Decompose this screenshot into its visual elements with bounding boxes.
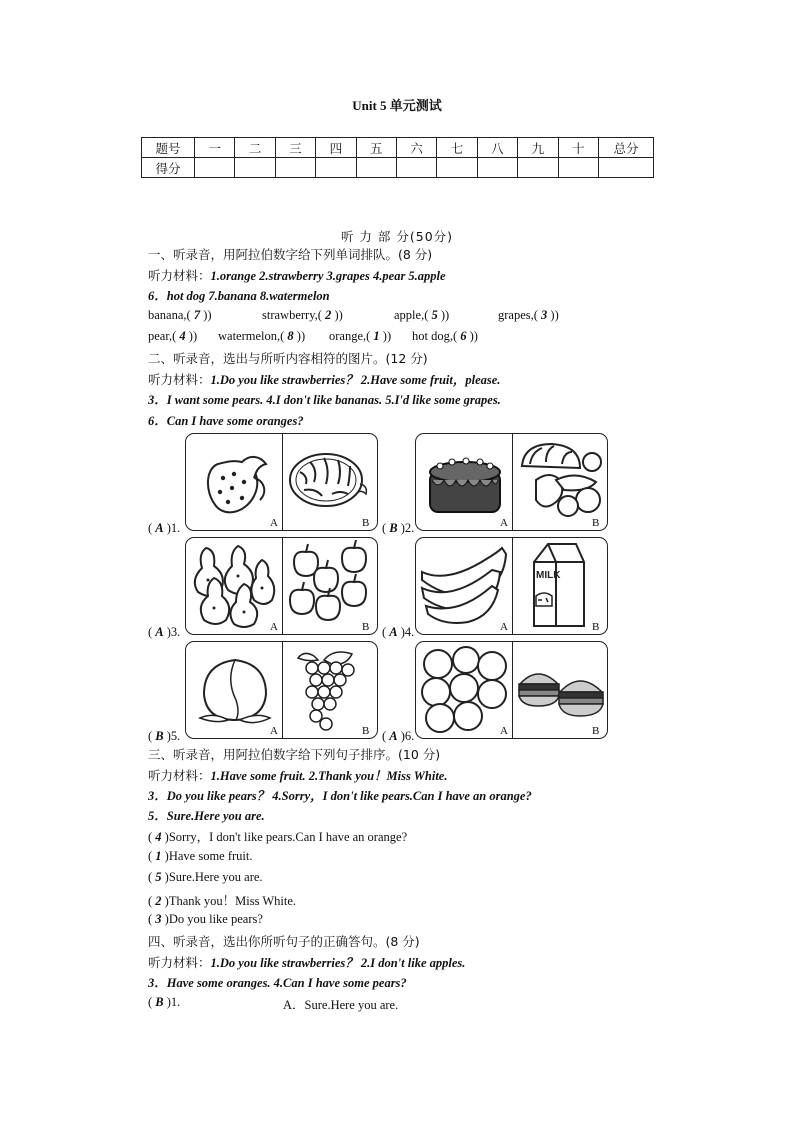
s3-item: ( 5 )Sure.Here you are. bbox=[148, 870, 263, 884]
answer: 1 bbox=[373, 329, 380, 343]
label-a: A bbox=[270, 621, 278, 633]
s4-question-1: ( B )1. bbox=[148, 995, 181, 1009]
question-label: ( B )2. bbox=[382, 521, 415, 535]
s1-item: watermelon,( 8 )) bbox=[218, 329, 306, 343]
label-b: B bbox=[592, 517, 600, 529]
question-label: ( A )6. bbox=[382, 729, 415, 743]
question-label: ( A )3. bbox=[148, 625, 181, 639]
label-b: B bbox=[362, 517, 370, 529]
label-b: B bbox=[362, 621, 370, 633]
score-input-cell[interactable] bbox=[275, 158, 315, 178]
label-a: A bbox=[270, 725, 278, 737]
s3-item: ( 4 )Sorry，I don't like pears.Can I have an orange? bbox=[148, 830, 408, 844]
score-input-cell[interactable] bbox=[477, 158, 517, 178]
score-cell: 四 bbox=[316, 138, 356, 158]
pears-icon[interactable] bbox=[188, 540, 280, 632]
s2-material-line1: 听力材料：1.Do you like strawberries？ 2.Have some fruit，please. bbox=[148, 372, 501, 387]
score-cell: 得分 bbox=[142, 158, 195, 178]
label-a: A bbox=[500, 517, 508, 529]
s1-item: hot dog,( 6 )) bbox=[412, 329, 478, 343]
cake-icon[interactable] bbox=[426, 450, 504, 518]
apples-icon[interactable] bbox=[286, 540, 374, 630]
s3-item: ( 3 )Do you like pears? bbox=[148, 912, 263, 926]
s3-material-line3: 5．Sure.Here you are. bbox=[148, 809, 265, 823]
s4-option-a: A．Sure.Here you are. bbox=[283, 998, 399, 1012]
listening-section-title: 听 力 部 分(50分) bbox=[340, 229, 454, 244]
s1-material-line2: 6．hot dog 7.banana 8.watermelon bbox=[148, 289, 330, 303]
score-value-row bbox=[142, 158, 654, 178]
material-text: 1.orange 2.strawberry 3.grapes 4.pear 5.apple bbox=[210, 269, 446, 283]
s4-heading: 四、听录音，选出你所听句子的正确答句。(8 分) bbox=[148, 934, 420, 949]
score-cell: 九 bbox=[518, 138, 558, 158]
s1-item: apple,( 5 )) bbox=[394, 308, 450, 322]
label-a: A bbox=[500, 725, 508, 737]
label-b: B bbox=[592, 621, 600, 633]
s3-item: ( 2 )Thank you！Miss White. bbox=[148, 894, 297, 908]
question-label: ( A )4. bbox=[382, 625, 415, 639]
s3-material-line2: 3．Do you like pears？ 4.Sorry，I don't like pears.Can I have an orange? bbox=[148, 789, 532, 803]
score-input-cell[interactable] bbox=[599, 158, 654, 178]
s2-material-line3: 6．Can I have some oranges? bbox=[148, 414, 304, 428]
score-input-cell[interactable] bbox=[316, 158, 356, 178]
score-input-cell[interactable] bbox=[437, 158, 477, 178]
score-input-cell[interactable] bbox=[396, 158, 436, 178]
s1-item: grapes,( 3 )) bbox=[498, 308, 559, 322]
score-cell: 题号 bbox=[142, 138, 195, 158]
material-label: 听力材料： bbox=[148, 268, 211, 283]
score-cell: 二 bbox=[235, 138, 275, 158]
label-b: B bbox=[362, 725, 370, 737]
picture-pair-4 bbox=[415, 537, 608, 635]
milk-icon[interactable] bbox=[526, 540, 590, 630]
answer: 5 bbox=[431, 308, 438, 322]
score-input-cell[interactable] bbox=[195, 158, 235, 178]
picture-pair-6 bbox=[415, 641, 608, 739]
page-title: Unit 5 单元测试 bbox=[352, 98, 442, 113]
score-header-row bbox=[142, 138, 654, 158]
s3-heading: 三、听录音，用阿拉伯数字给下列句子排序。(10 分) bbox=[148, 747, 441, 762]
s1-item: pear,( 4 )) bbox=[148, 329, 198, 343]
s1-item: strawberry,( 2 )) bbox=[262, 308, 343, 322]
picture-pair-3 bbox=[185, 537, 378, 635]
fruit-icon[interactable] bbox=[516, 440, 604, 524]
s2-heading: 二、听录音，选出与所听内容相符的图片。(12 分) bbox=[148, 351, 428, 366]
label-b: B bbox=[592, 725, 600, 737]
question-label: ( B )5. bbox=[148, 729, 181, 743]
burgers-icon[interactable] bbox=[516, 664, 604, 720]
label-a: A bbox=[270, 517, 278, 529]
milk-label: MILK bbox=[536, 570, 561, 581]
answer: 7 bbox=[193, 308, 201, 322]
answer: 2 bbox=[325, 308, 332, 322]
answer: 8 bbox=[287, 329, 294, 343]
peach-icon[interactable] bbox=[196, 650, 274, 730]
oranges-icon[interactable] bbox=[418, 646, 510, 734]
s1-item: orange,( 1 )) bbox=[329, 329, 392, 343]
score-cell: 三 bbox=[275, 138, 315, 158]
score-input-cell[interactable] bbox=[235, 158, 275, 178]
grapes-icon[interactable] bbox=[294, 646, 366, 732]
score-cell: 七 bbox=[437, 138, 477, 158]
s1-material-line1 bbox=[148, 266, 446, 284]
answer: 3 bbox=[541, 308, 548, 322]
watermelon-icon[interactable] bbox=[288, 450, 372, 510]
s1-heading: 一、听录音，用阿拉伯数字给下列单词排队。(8 分) bbox=[148, 247, 433, 262]
question-label: ( A )1. bbox=[148, 521, 181, 535]
label-a: A bbox=[500, 621, 508, 633]
picture-pair-1 bbox=[185, 433, 378, 531]
score-input-cell[interactable] bbox=[518, 158, 558, 178]
s4-material-line1: 听力材料：1.Do you like strawberries？ 2.I don't like apples. bbox=[148, 955, 466, 970]
score-cell: 总分 bbox=[599, 138, 654, 158]
score-cell: 六 bbox=[396, 138, 436, 158]
score-cell: 一 bbox=[195, 138, 235, 158]
s3-material-line1: 听力材料：1.Have some fruit. 2.Thank you！Miss White. bbox=[148, 768, 448, 783]
score-input-cell[interactable] bbox=[356, 158, 396, 178]
bananas-icon[interactable] bbox=[418, 544, 510, 630]
score-table bbox=[141, 137, 654, 178]
picture-pair-2 bbox=[415, 433, 608, 531]
s4-material-line2: 3．Have some oranges. 4.Can I have some pears? bbox=[148, 976, 407, 990]
score-cell: 五 bbox=[356, 138, 396, 158]
strawberry-icon[interactable] bbox=[198, 446, 274, 518]
score-cell: 十 bbox=[558, 138, 598, 158]
score-input-cell[interactable] bbox=[558, 158, 598, 178]
score-cell: 八 bbox=[477, 138, 517, 158]
s2-material-line2: 3．I want some pears. 4.I don't like bananas. 5.I'd like some grapes. bbox=[148, 393, 501, 407]
answer: 4 bbox=[179, 329, 186, 343]
picture-pair-5 bbox=[185, 641, 378, 739]
answer: 6 bbox=[460, 329, 467, 343]
s3-item: ( 1 )Have some fruit. bbox=[148, 849, 253, 863]
s1-item: banana,( 7 )) bbox=[148, 308, 212, 322]
